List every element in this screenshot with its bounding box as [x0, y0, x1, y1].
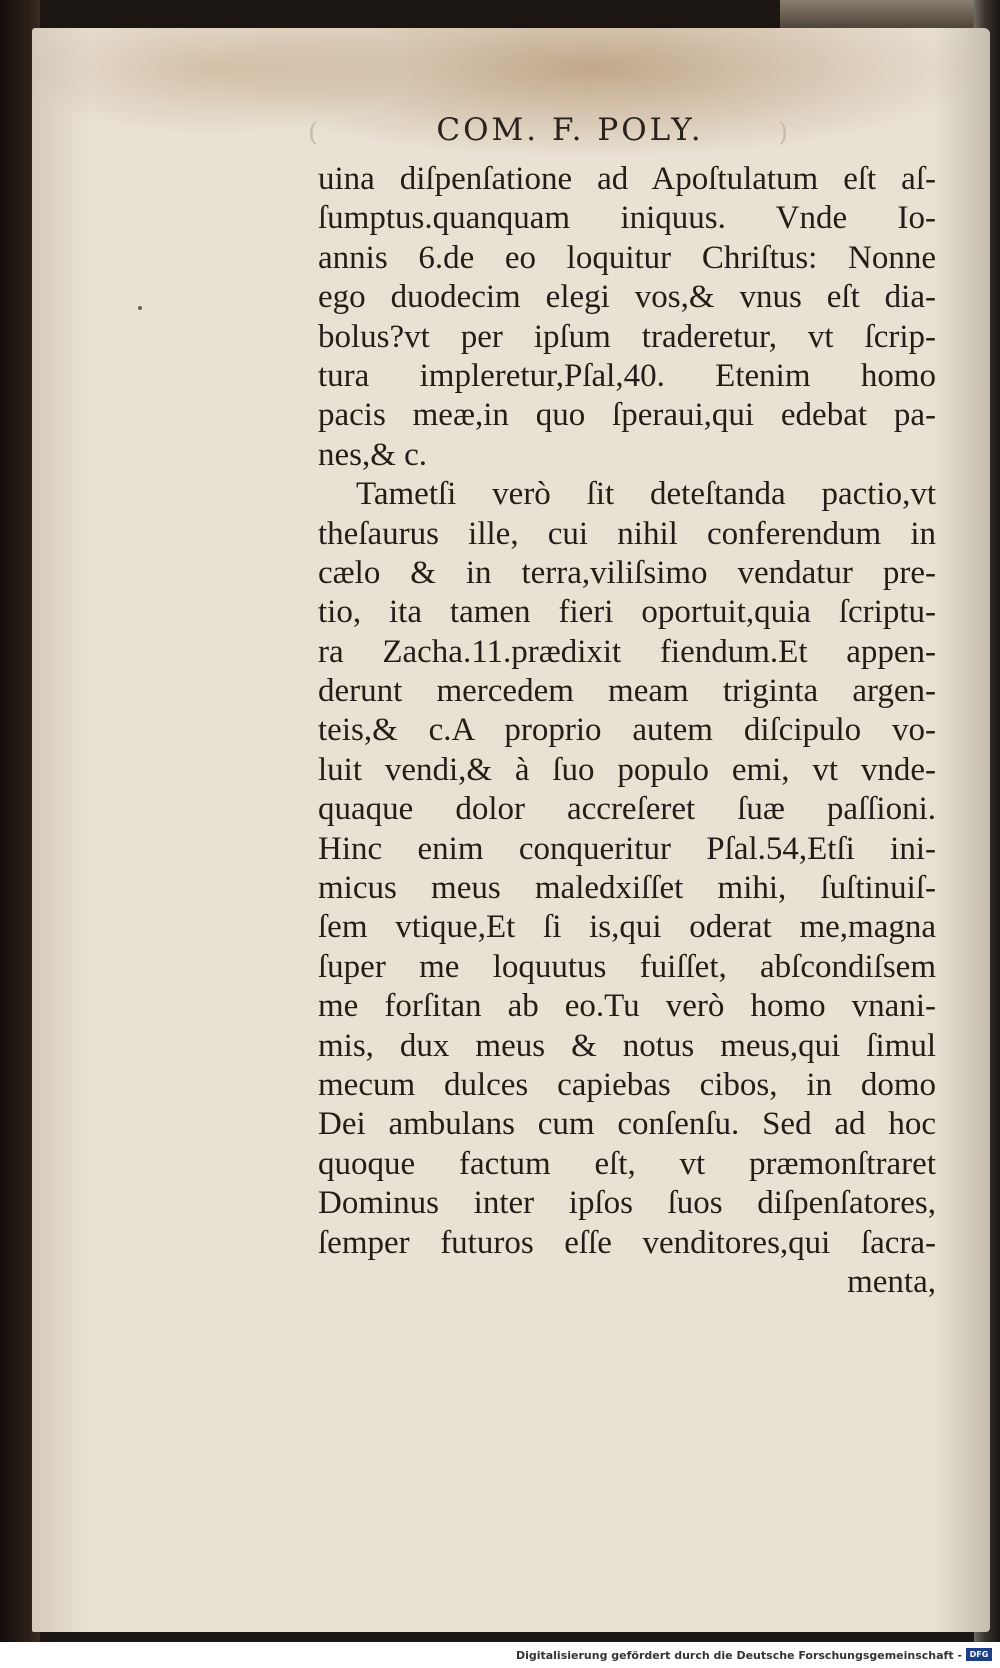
text-line: ſem vtique,Et ſi is,qui oderat me,magna: [318, 909, 936, 946]
catchword: menta,: [847, 1263, 936, 1300]
text-line: mis, dux meus & notus meus,qui ſimul: [318, 1027, 936, 1064]
text-line: Dei ambulans cum conſenſu. Sed ad hoc: [318, 1106, 936, 1143]
digitization-footer: [0, 1642, 1000, 1668]
text-line: annis 6.de eo loquitur Chriſtus: Nonne: [318, 239, 936, 276]
text-line: theſaurus ille, cui nihil conferendum in: [318, 515, 936, 552]
text-line: cælo & in terra,viliſsimo vendatur pre-: [318, 554, 936, 591]
text-line: pacis meæ,in quo ſperaui,qui edebat pa-: [318, 397, 936, 434]
paragraph-start-line: Tametſi verò ſit deteſtanda pactio,vt: [356, 476, 936, 513]
text-line: derunt mercedem meam triginta argen-: [318, 673, 936, 710]
text-line: micus meus maledxiſſet mihi, ſuſtinuiſ-: [318, 870, 936, 907]
text-line: ſumptus.quanquam iniquus. Vnde Io-: [318, 200, 936, 237]
text-line: bolus?vt per ipſum traderetur, vt ſcrip-: [318, 318, 936, 355]
text-line: Hinc enim conqueritur Pſal.54,Etſi ini-: [318, 830, 936, 867]
text-line: uina diſpenſatione ad Apoſtulatum eſt aſ-: [318, 161, 936, 197]
text-line: ra Zacha.11.prædixit fiendum.Et appen-: [318, 633, 936, 670]
text-line: quaque dolor accreſeret ſuæ paſſioni.: [318, 791, 936, 828]
text-line: ego duodecim elegi vos,& vnus eſt dia-: [318, 279, 936, 316]
text-line: me forſitan ab eo.Tu verò homo vnani-: [318, 988, 936, 1025]
text-line: luit vendi,& à ſuo populo emi, vt vnde-: [318, 751, 936, 788]
text-line: teis,& c.A proprio autem diſcipulo vo-: [318, 712, 936, 749]
text-line: ſemper futuros eſſe venditores,qui ſacra-: [318, 1224, 936, 1261]
paper-speck: [138, 306, 142, 310]
text-line: tio, ita tamen fieri oportuit,quia ſcriptu-: [318, 594, 936, 631]
funding-credit: Digitalisierung gefördert durch die Deutsche Forschungsgemeinschaft -: [515, 1649, 962, 1662]
text-line: ſuper me loquutus fuiſſet, abſcondiſsem: [318, 948, 936, 985]
text-line: nes,& c.: [318, 436, 428, 473]
faded-bracket-right: ): [778, 118, 789, 148]
dfg-logo: DFG: [966, 1648, 992, 1661]
text-line: tura impleretur,Pſal,40. Etenim homo: [318, 357, 936, 394]
body-text-block: [318, 160, 936, 1302]
text-line: mecum dulces capiebas cibos, in domo: [318, 1066, 936, 1103]
text-line: quoque factum eſt, vt præmonſtraret: [318, 1145, 936, 1182]
adjacent-leaf-edge: [780, 0, 1000, 30]
text-line: Dominus inter ipſos ſuos diſpenſatores,: [318, 1185, 936, 1222]
faded-bracket-left: (: [308, 118, 319, 148]
running-header: COM. F. POLY.: [436, 112, 704, 148]
